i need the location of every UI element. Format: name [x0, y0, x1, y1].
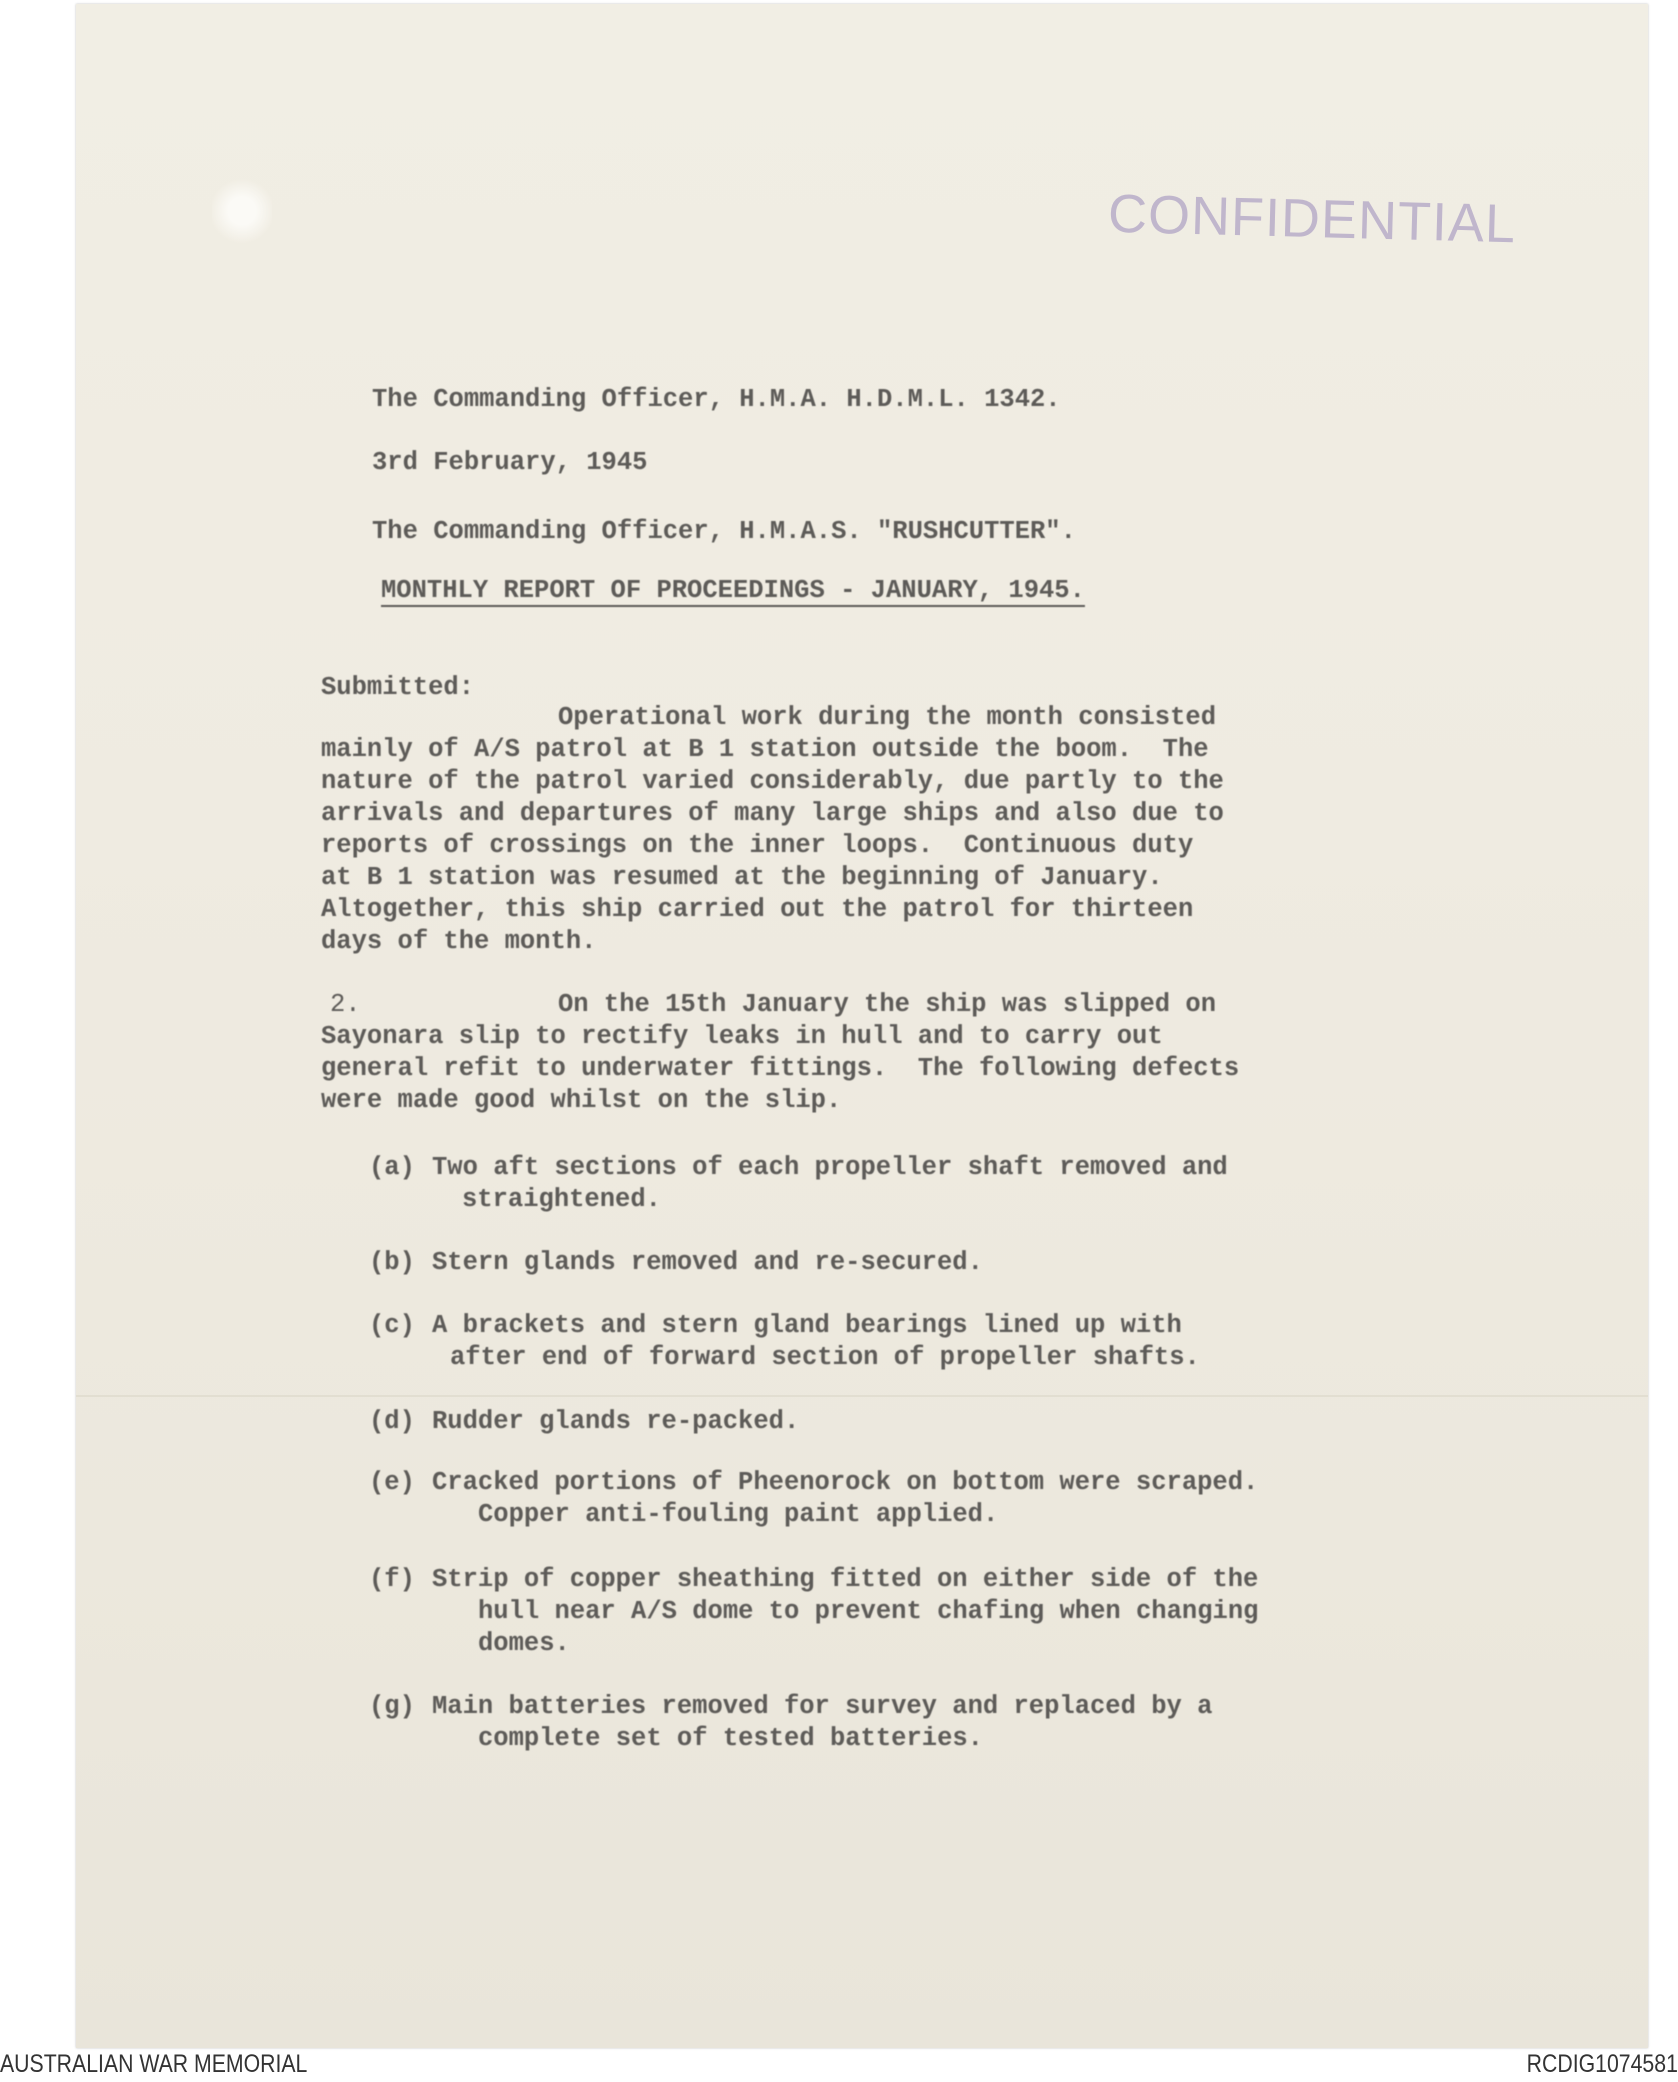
- item-line: Cracked portions of Pheenorock on bottom were scraped.: [432, 1468, 1259, 1497]
- fold-line: [76, 1395, 1648, 1397]
- confidential-stamp: CONFIDENTIAL: [1107, 183, 1517, 255]
- para1-line: reports of crossings on the inner loops. Continuous duty: [321, 831, 1194, 860]
- para1-line: at B 1 station was resumed at the beginning of January.: [321, 863, 1163, 892]
- salutation: Submitted:: [321, 673, 475, 702]
- para1-line: arrivals and departures of many large ships and also due to: [321, 799, 1224, 828]
- item-line: A brackets and stern gland bearings lined up with: [432, 1311, 1182, 1340]
- para2-line: Sayonara slip to rectify leaks in hull and to carry out: [321, 1022, 1163, 1051]
- report-title: MONTHLY REPORT OF PROCEEDINGS - JANUARY, 1945.: [381, 576, 1085, 605]
- item-label: (f): [369, 1565, 415, 1594]
- footer-institution: AUSTRALIAN WAR MEMORIAL: [0, 2050, 308, 2078]
- para1-line: Altogether, this ship carried out the patrol for thirteen: [321, 895, 1194, 924]
- item-label: (a): [369, 1153, 415, 1182]
- item-label: (e): [369, 1468, 415, 1497]
- para1-line: days of the month.: [321, 927, 597, 956]
- item-label: (g): [369, 1692, 415, 1721]
- para1-line: Operational work during the month consisted: [558, 703, 1217, 732]
- para2-line: On the 15th January the ship was slipped on: [558, 990, 1217, 1019]
- item-label: (c): [369, 1311, 415, 1340]
- para1-line: nature of the patrol varied considerably, due partly to the: [321, 767, 1224, 796]
- header-to: The Commanding Officer, H.M.A.S. "RUSHCUTTER".: [372, 517, 1076, 546]
- para2-line: general refit to underwater fittings. The following defects: [321, 1054, 1240, 1083]
- item-line: Copper anti-fouling paint applied.: [478, 1500, 999, 1529]
- item-label: (b): [369, 1248, 415, 1277]
- footer-record-id: RCDIG1074581: [1526, 2050, 1678, 2078]
- item-line: hull near A/S dome to prevent chafing when changing: [478, 1597, 1259, 1626]
- para1-line: mainly of A/S patrol at B 1 station outside the boom. The: [321, 735, 1209, 764]
- item-label: (d): [369, 1407, 415, 1436]
- item-line: complete set of tested batteries.: [478, 1724, 983, 1753]
- item-line: straightened.: [462, 1185, 661, 1214]
- item-line: Two aft sections of each propeller shaft removed and: [432, 1153, 1228, 1182]
- item-line: domes.: [478, 1629, 570, 1658]
- para2-number: 2.: [330, 990, 361, 1019]
- header-date: 3rd February, 1945: [372, 448, 648, 477]
- item-line: after end of forward section of propeller shafts.: [450, 1343, 1200, 1372]
- paper-stain: [212, 176, 272, 246]
- item-line: Strip of copper sheathing fitted on either side of the: [432, 1565, 1259, 1594]
- para2-line: were made good whilst on the slip.: [321, 1086, 842, 1115]
- item-line: Stern glands removed and re-secured.: [432, 1248, 983, 1277]
- item-line: Main batteries removed for survey and replaced by a: [432, 1692, 1213, 1721]
- item-line: Rudder glands re-packed.: [432, 1407, 800, 1436]
- header-from: The Commanding Officer, H.M.A. H.D.M.L. 1342.: [372, 385, 1061, 414]
